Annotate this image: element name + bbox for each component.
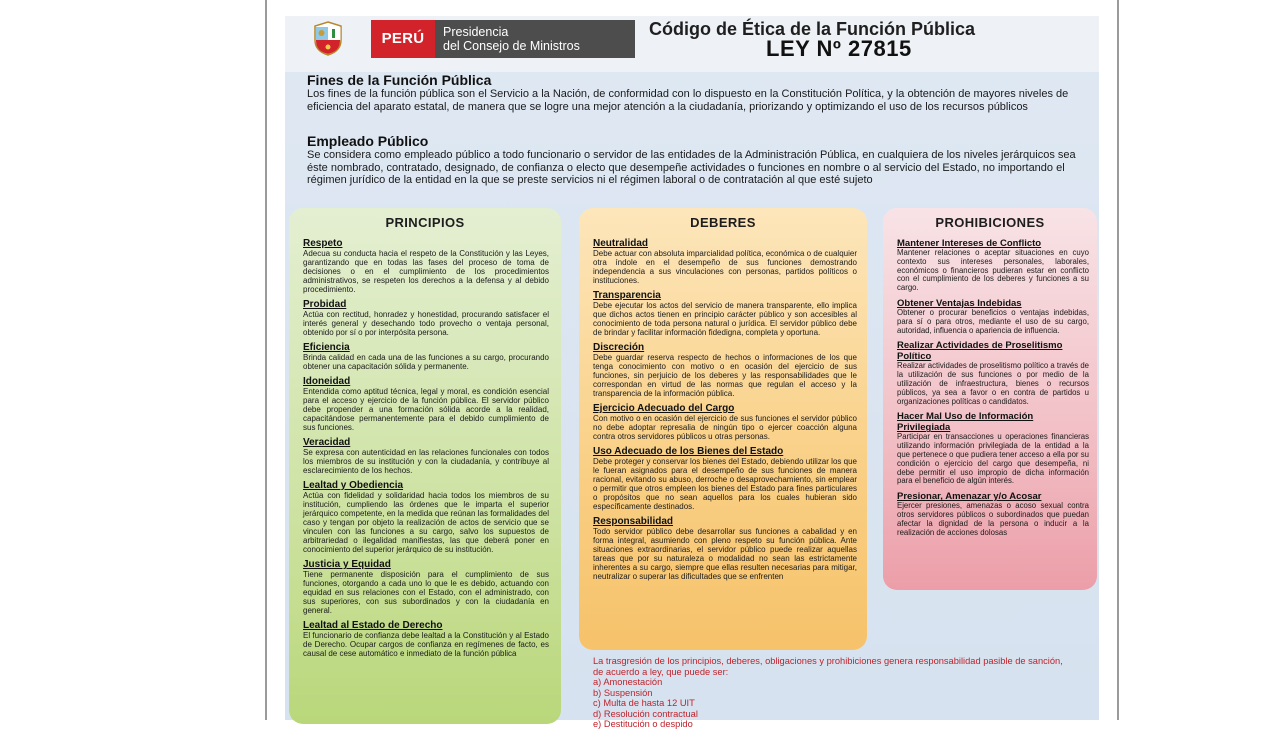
prohibicion-text: Ejercer presiones, amenazas o acoso sexual contra otros servidores públicos o subordinados que puedan afectar la dignidad de la persona o inducir a la realización de acciones dolosas [897, 501, 1089, 537]
prohibicion-title: Obtener Ventajas Indebidas [897, 297, 1022, 309]
prohibicion-title: Presionar, Amenazar y/o Acosar [897, 491, 1042, 503]
org-name-line2: del Consejo de Ministros [443, 39, 580, 53]
principio-item [303, 620, 549, 658]
empleado-section [307, 133, 1087, 187]
deber-title: Uso Adecuado de los Bienes del Estado [593, 446, 784, 457]
deber-text: Debe ejecutar los actos del servicio de manera transparente, ello implica que dichos actos tienen en principio carácter público y son accesibles al conocimiento de toda persona natural o jurídica. El servidor público debe de brindar y facilitar información fidedigna, completa y oportuna. [593, 301, 857, 337]
prohibicion-item [897, 298, 1089, 335]
deber-item [593, 290, 857, 337]
deberes-heading: DEBERES [690, 215, 756, 230]
prohibicion-text: Obtener o procurar beneficios o ventajas indebidas, para sí o para otros, mediante el uso de su cargo, autoridad, influencia o apariencia de influencia. [897, 307, 1089, 335]
deber-item [593, 446, 857, 511]
peru-logo-box: PERÚ [371, 20, 435, 58]
prohibicion-item [897, 411, 1089, 486]
deber-text: Todo servidor público debe desarrollar sus funciones a cabalidad y en forma integral, asumiendo con pleno respeto su función pública. Ante situaciones extraordinarias, el servidor público puede realizar aquellas tareas que por su naturaleza o modalidad no sean las estrictamente inherentes a su cargo, siempre que ellas resulten necesarias para mitigar, neutralizar o superar las dificultades que se enfrenten [593, 527, 857, 581]
peru-coat-of-arms-icon [311, 20, 345, 56]
principio-item [303, 437, 549, 475]
prohibicion-text: Realizar actividades de proselitismo político a través de la utilización de sus funciones o por medio de la utilización de infraestructura, bienes o recursos públicos, ya sea a favor o en contra de partidos u organizaciones políticas o candidatos. [897, 361, 1089, 406]
principio-item [303, 376, 549, 432]
principio-title: Respeto [303, 238, 343, 249]
org-name-line1: Presidencia [443, 25, 509, 39]
principio-title: Lealtad al Estado de Derecho [303, 620, 443, 631]
deber-title: Neutralidad [593, 238, 649, 249]
sanctions-intro: La trasgresión de los principios, deberes, obligaciones y prohibiciones genera responsabilidad pasible de sanción, de acuerdo a ley, que puede ser: [593, 656, 1063, 677]
principio-text: El funcionario de confianza debe lealtad a la Constitución y al Estado de Derecho. Ocupar cargos de confianza en regímenes de facto, es causal de cese automático e inmediato de la función pública [303, 631, 549, 658]
prohibicion-item [897, 491, 1089, 537]
prohibicion-item [897, 340, 1089, 406]
deber-text: Debe actuar con absoluta imparcialidad política, económica o de cualquier otra índole en el desempeño de sus funciones demostrando independencia a sus vinculaciones con personas, partidos políticos o instituciones. [593, 249, 857, 285]
deber-text: Debe proteger y conservar los bienes del Estado, debiendo utilizar los que le fueran asignados para el desempeño de sus funciones de manera racional, evitando su abuso, derroche o desaprovechamiento, sin emplear o permitir que otros empleen los bienes del Estado para fines particulares o propósitos que no sean aquellos para los cuales hubieran sido específicamente destinados. [593, 457, 857, 511]
principio-title: Idoneidad [303, 376, 351, 387]
principio-item [303, 342, 549, 371]
prohibicion-title: Realizar Actividades de Proselitismo Político [897, 340, 1063, 363]
sanction-item: a) Amonestación [593, 677, 663, 687]
deber-title: Ejercicio Adecuado del Cargo [593, 403, 735, 414]
deberes-column [579, 208, 867, 650]
prohibiciones-heading: PROHIBICIONES [935, 215, 1045, 230]
principio-item [303, 480, 549, 554]
principios-column [289, 208, 561, 724]
deber-item [593, 516, 857, 581]
prohibicion-title: Mantener Intereses de Conflicto [897, 238, 1042, 249]
deber-title: Responsabilidad [593, 516, 674, 527]
principio-item [303, 559, 549, 615]
deber-title: Transparencia [593, 290, 661, 301]
document-title: Código de Ética de la Función Pública [649, 19, 976, 39]
deber-item [593, 403, 857, 441]
principio-title: Justicia y Equidad [303, 559, 391, 570]
principio-text: Tiene permanente disposición para el cumplimiento de sus funciones, otorgando a cada uno lo que le es debido, actuando con equidad en sus relaciones con el Estado, con el administrado, con sus superiores, con sus subordinados y con la ciudadanía en general. [303, 570, 549, 615]
sanctions-list [593, 677, 1063, 730]
principio-text: Se expresa con autenticidad en las relaciones funcionales con todos los miembros de su institución y con la ciudadanía, y contribuye al esclarecimiento de los hechos. [303, 448, 549, 475]
sanctions-note [593, 656, 1063, 730]
deber-item [593, 238, 857, 285]
prohibicion-text: Mantener relaciones o aceptar situaciones en cuyo contexto sus intereses personales, laborales, económicos o financieros pudieran estar en conflicto con el cumplimiento de los deberes y funciones a su cargo. [897, 248, 1089, 293]
principio-text: Entendida como aptitud técnica, legal y moral, es condición esencial para el acceso y ejercicio de la función pública. El servidor público debe propender a una formación sólida acorde a la realidad, capacitándose permanentemente para el debido cumplimiento de sus funciones. [303, 387, 549, 432]
prohibiciones-column [883, 208, 1097, 590]
prohibicion-text: Participar en transacciones u operaciones financieras utilizando información privilegiada de la entidad a la que pertenece o que pudiera tener acceso a ella por su condición o ejercicio del cargo que desempeña, ni debe permitir el uso impropio de dicha información para el beneficio de algún interés. [897, 432, 1089, 486]
slide-border-left [265, 0, 267, 720]
deber-text: Con motivo o en ocasión del ejercicio de sus funciones el servidor público no debe adoptar represalia de ningún tipo o ejercer coacción alguna contra otros servidores públicos u otras personas. [593, 414, 857, 441]
principio-text: Adecua su conducta hacia el respeto de la Constitución y las Leyes, garantizando que en todas las fases del proceso de toma de decisiones o en el cumplimiento de los procedimientos administrativos, se respeten los derechos a la defensa y al debido procedimiento. [303, 249, 549, 294]
principio-title: Probidad [303, 299, 347, 310]
fines-text: Los fines de la función pública son el Servicio a la Nación, de conformidad con lo dispuesto en la Constitución Política, y la obtención de mayores niveles de eficiencia del aparato estatal, de manera que se logre una mejor atención a la ciudadanía, priorizando y optimizando el uso de los recursos públicos [307, 88, 1069, 113]
pcm-logo-box [435, 20, 635, 58]
sanction-item: d) Resolución contractual [593, 708, 698, 719]
deber-item [593, 342, 857, 398]
principio-item [303, 299, 549, 337]
principio-text: Actúa con fidelidad y solidaridad hacia todos los miembros de su institución, cumpliendo las órdenes que le imparta el superior jerárquico competente, en la medida que reúnan las formalidades del caso y tengan por objeto la realización de actos de servicio que se vinculen con las funciones a su cargo, salvo los supuestos de arbitrariedad o ilegalidad manifiestas, las que deberá poner en conocimiento del superior jerárquico de su institución. [303, 491, 549, 554]
principio-text: Brinda calidad en cada una de las funciones a su cargo, procurando obtener una capacitación sólida y permanente. [303, 353, 549, 371]
sanction-item: c) Multa de hasta 12 UIT [593, 698, 695, 708]
law-number: LEY Nº 27815 [766, 36, 912, 61]
deber-title: Discreción [593, 342, 645, 353]
principio-title: Veracidad [303, 437, 351, 448]
slide-border-right [1117, 0, 1119, 720]
principio-title: Lealtad y Obediencia [303, 480, 404, 491]
empleado-title: Empleado Público [307, 133, 429, 149]
deber-text: Debe guardar reserva respecto de hechos o informaciones de los que tenga conocimiento con motivo o en ocasión del ejercicio de sus funciones, sin perjuicio de los deberes y las responsabilidades que le correspondan en virtud de las normas que regulan el acceso y la transparencia de la información pública. [593, 353, 857, 398]
fines-title: Fines de la Función Pública [307, 72, 492, 88]
principio-item [303, 238, 549, 294]
code-of-ethics-poster [285, 16, 1099, 729]
principio-text: Actúa con rectitud, honradez y honestidad, procurando satisfacer el interés general y desechando todo provecho o ventaja personal, obtenido por sí o por interpósita persona. [303, 310, 549, 337]
fines-section [307, 72, 1087, 113]
principios-heading: PRINCIPIOS [385, 215, 465, 230]
principio-title: Eficiencia [303, 342, 350, 353]
poster-header [285, 16, 1099, 72]
prohibicion-title: Hacer Mal Uso de Información Privilegiada [897, 411, 1034, 434]
empleado-text: Se considera como empleado público a todo funcionario o servidor de las entidades de la Administración Pública, en cualquiera de los niveles jerárquicos sea éste nombrado, contratado, designado, de confianza o electo que desempeñe actividades o funciones en nombre o al servicio del Estado, no importando el régimen jurídico de la entidad en la que se preste servicios ni el régimen laboral o de contratación al que esté sujeto [307, 149, 1076, 186]
prohibicion-item [897, 238, 1089, 293]
sanction-item: e) Destitución o despido [593, 719, 693, 729]
sanction-item: b) Suspensión [593, 687, 653, 698]
